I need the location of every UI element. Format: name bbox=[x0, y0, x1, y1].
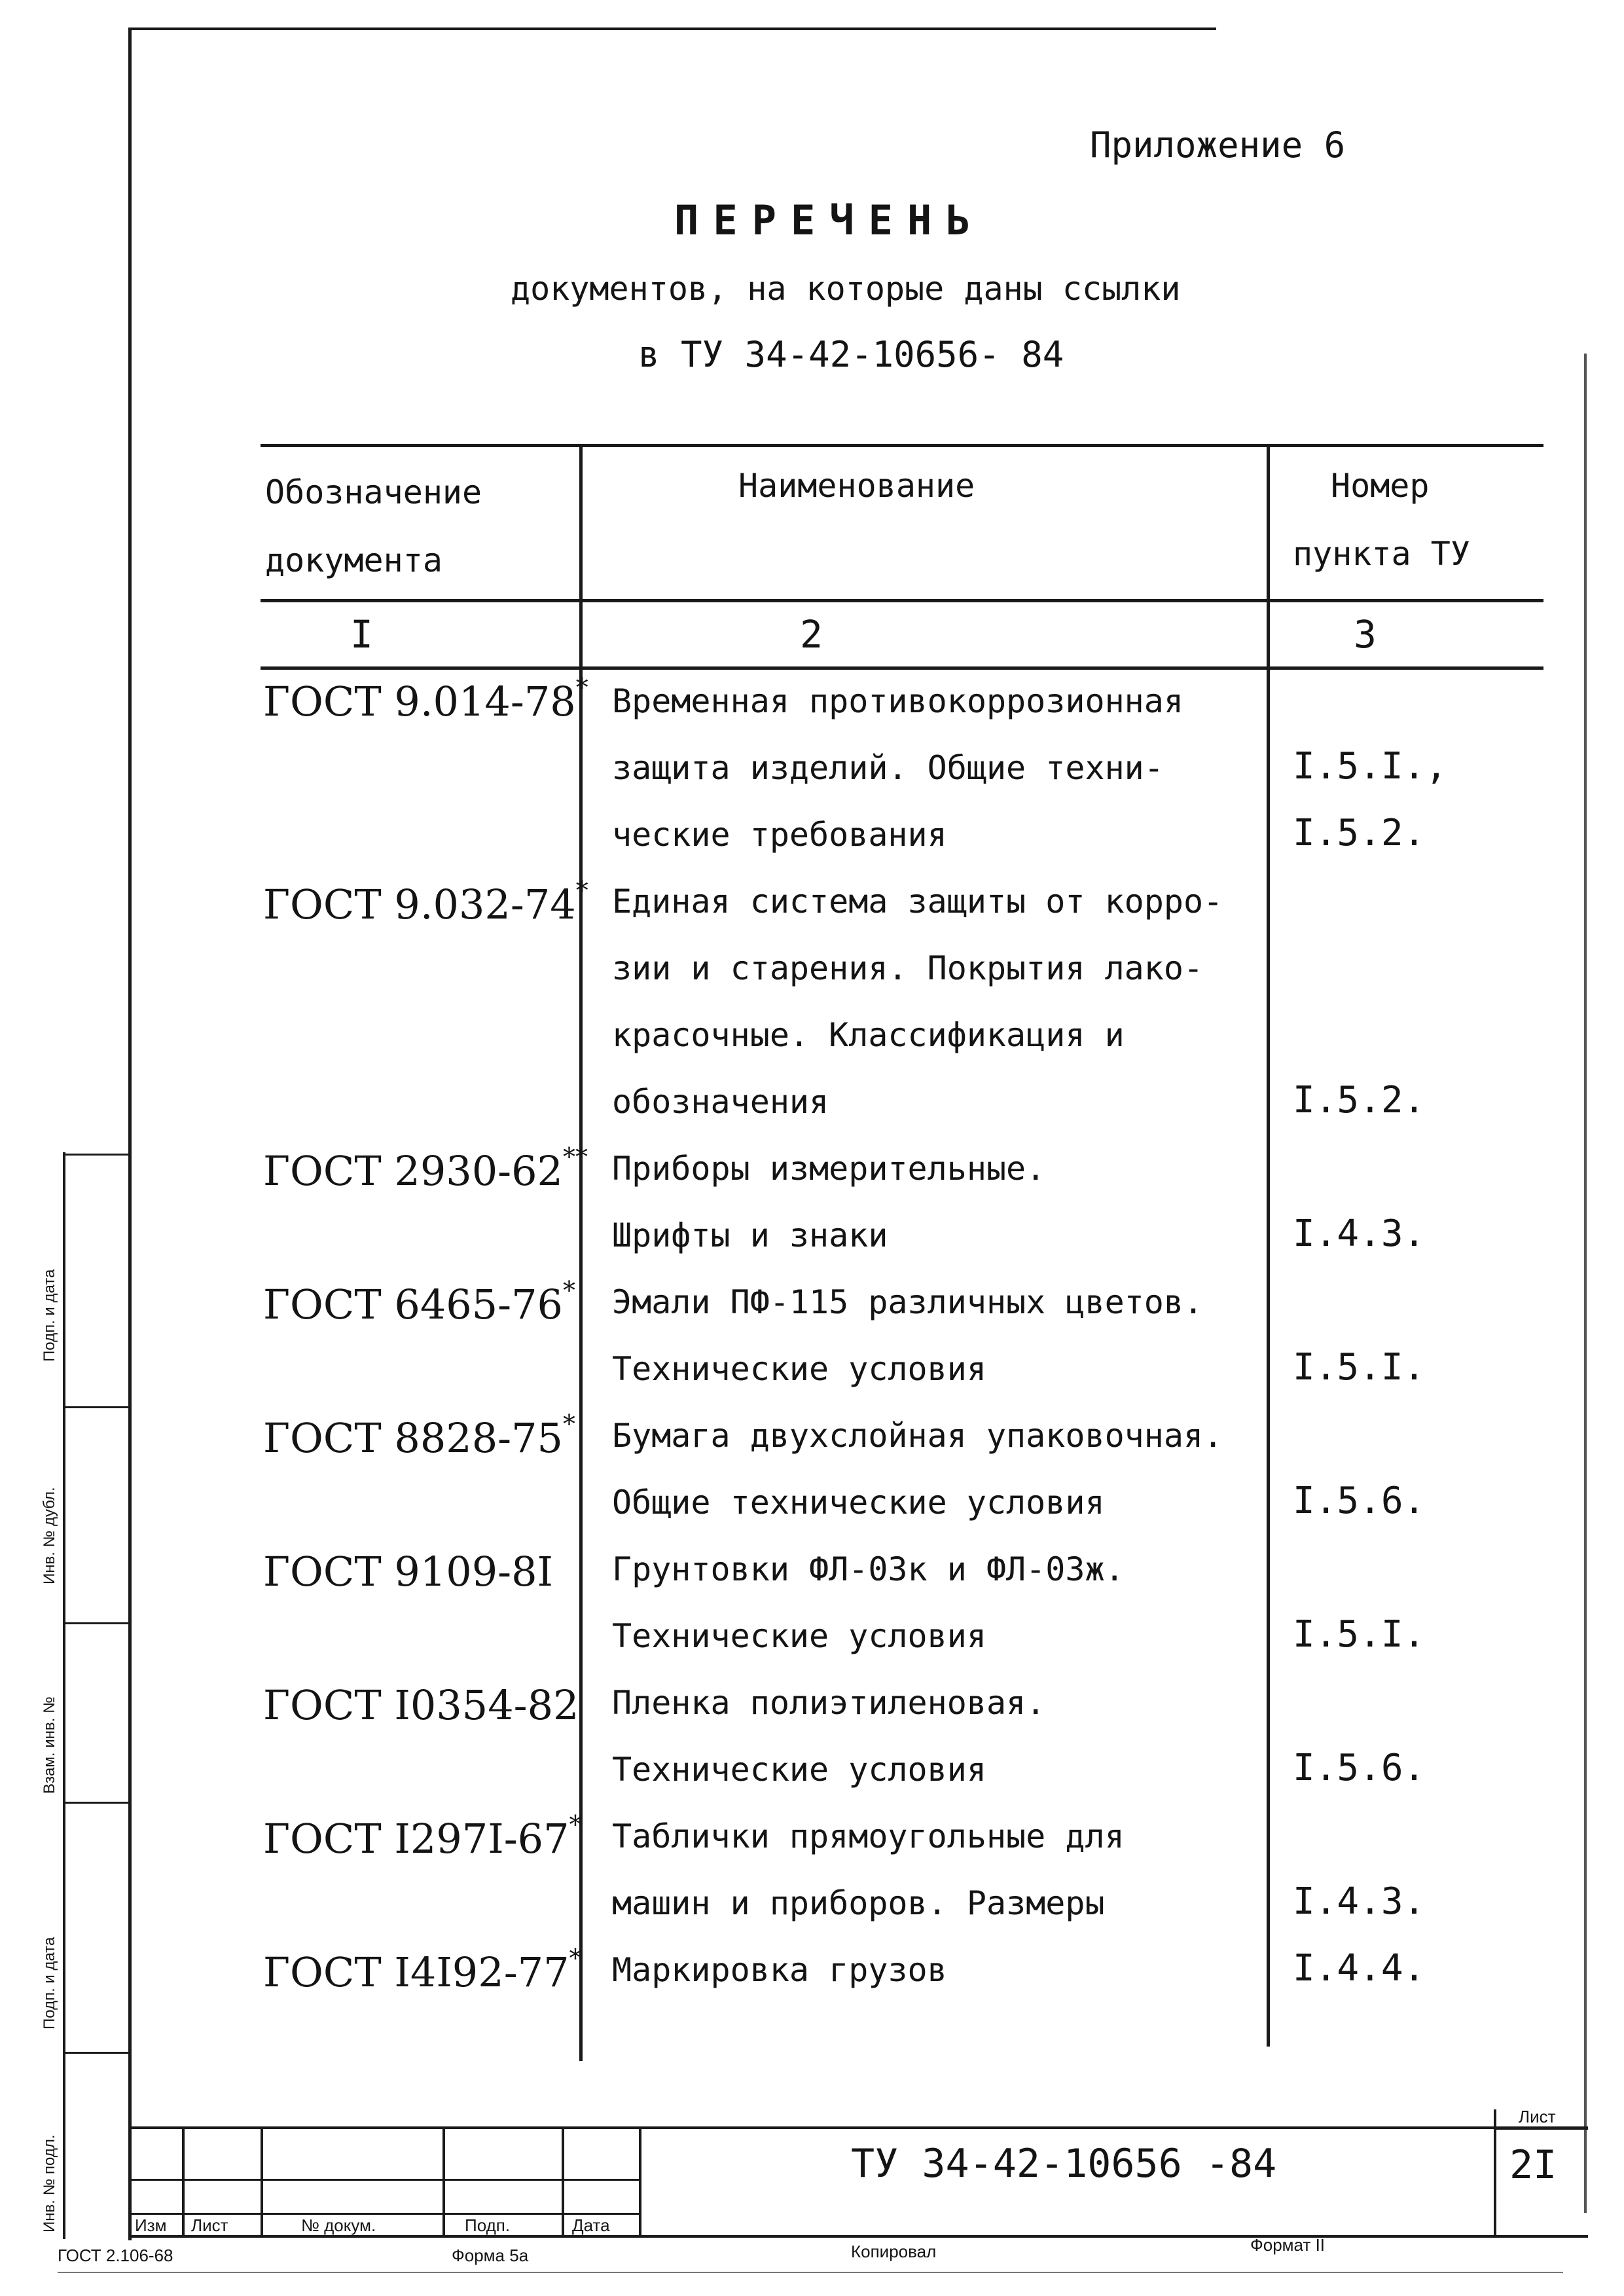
side-label-sign-date-1: Подп. и дата bbox=[41, 1269, 58, 1362]
row-code-mark: * bbox=[569, 1810, 582, 1840]
table-col-sep-2 bbox=[1267, 444, 1270, 2047]
stamp-col-date: Дата bbox=[572, 2215, 610, 2235]
row-code-text: ГОСТ I4I92-77 bbox=[263, 1948, 569, 1996]
table-row-name-line: Временная противокоррозионная bbox=[612, 682, 1183, 720]
footer-copied: Копировал bbox=[851, 2242, 937, 2261]
side-strip-inner-line bbox=[63, 1152, 65, 2239]
table-row-clause: I.5.6. bbox=[1293, 1747, 1426, 1789]
row-code-text: ГОСТ 2930-62 bbox=[263, 1147, 564, 1195]
stamp-document-number: ТУ 34-42-10656 -84 bbox=[851, 2141, 1277, 2187]
table-row-clause: I.5.I. bbox=[1293, 1613, 1426, 1656]
row-code-text: ГОСТ 9.014-78 bbox=[263, 678, 576, 725]
table-row-clause: I.5.6. bbox=[1293, 1480, 1426, 1522]
document-subtitle-2: в ТУ 34-42-10656- 84 bbox=[638, 334, 1064, 375]
table-row-clause: I.5.I., bbox=[1293, 745, 1448, 788]
side-label-orig-inv: Инв. № подл. bbox=[41, 2134, 58, 2232]
frame-top-line bbox=[130, 27, 1216, 30]
table-row-code bbox=[263, 1276, 576, 1328]
table-row-clause: I.5.I. bbox=[1293, 1346, 1426, 1389]
side-strip-sep-2 bbox=[63, 1406, 128, 1408]
table-row-name-line: Общие технические условия bbox=[612, 1484, 1105, 1522]
document-title: ПЕРЕЧЕНЬ bbox=[674, 196, 985, 244]
table-row-clause: I.5.2. bbox=[1293, 1079, 1426, 1121]
row-code-text: ГОСТ I297I-67 bbox=[263, 1815, 569, 1863]
col-header-clause bbox=[1293, 452, 1470, 588]
stamp-col-sep bbox=[442, 2126, 445, 2238]
col-header-clause-l2: пункта ТУ bbox=[1293, 535, 1470, 573]
table-row-name-line: зии и старения. Покрытия лако- bbox=[612, 949, 1204, 987]
row-code-mark: * bbox=[575, 673, 588, 702]
table-row-code bbox=[263, 673, 588, 725]
table-row-name-line: Шрифты и знаки bbox=[612, 1216, 888, 1254]
row-code-text: ГОСТ 9109-8I bbox=[263, 1548, 554, 1595]
table-row-code bbox=[263, 1410, 576, 1462]
row-code-text: ГОСТ 8828-75 bbox=[263, 1414, 564, 1462]
col-header-clause-l1: Номер bbox=[1331, 467, 1430, 505]
row-code-mark: * bbox=[563, 1276, 576, 1305]
stamp-sheet-number: 2I bbox=[1509, 2142, 1557, 2188]
table-row-name-line: Технические условия bbox=[612, 1617, 986, 1655]
col-header-name-l1: Наименование bbox=[738, 467, 975, 505]
col-header-designation bbox=[265, 458, 482, 594]
stamp-sheet-rule bbox=[1494, 2128, 1588, 2130]
stamp-col-sep bbox=[639, 2126, 641, 2238]
table-top-rule bbox=[261, 444, 1543, 447]
stamp-col-sep bbox=[261, 2126, 263, 2238]
table-numbers-rule bbox=[261, 666, 1543, 670]
stamp-col-sep bbox=[562, 2126, 564, 2238]
row-code-mark: ** bbox=[563, 1142, 588, 1172]
stamp-col-sep bbox=[182, 2126, 185, 2238]
col-number-1: I bbox=[350, 612, 373, 657]
table-row-name-line: защита изделий. Общие техни- bbox=[612, 749, 1164, 787]
row-code-mark: * bbox=[563, 1410, 576, 1439]
stamp-top-rule bbox=[130, 2126, 1588, 2129]
stamp-sheet-label: Лист bbox=[1519, 2107, 1556, 2126]
table-row-code bbox=[263, 1944, 582, 1996]
side-label-replace-inv: Взам. инв. № bbox=[41, 1696, 58, 1794]
row-code-mark: * bbox=[569, 1944, 582, 1973]
col-number-2: 2 bbox=[800, 612, 823, 657]
table-row-name-line: Эмали ПФ-115 различных цветов. bbox=[612, 1283, 1204, 1321]
table-row-name-line: Маркировка грузов bbox=[612, 1951, 947, 1989]
table-row-clause: I.5.2. bbox=[1293, 812, 1426, 854]
table-row-name-line: машин и приборов. Размеры bbox=[612, 1884, 1105, 1922]
table-row-name-line: Грунтовки ФЛ-03к и ФЛ-03ж. bbox=[612, 1550, 1125, 1588]
col-header-name bbox=[738, 452, 975, 520]
footer-format: Формат II bbox=[1250, 2235, 1326, 2255]
col-number-3: 3 bbox=[1354, 612, 1377, 657]
appendix-label: Приложение 6 bbox=[1090, 124, 1346, 166]
col-header-designation-l1: Обозначение bbox=[265, 473, 482, 511]
table-row-name-line: Единая система защиты от корро- bbox=[612, 883, 1223, 920]
side-label-sign-date-2: Подп. и дата bbox=[41, 1937, 58, 2030]
row-code-text: ГОСТ 6465-76 bbox=[263, 1281, 564, 1328]
document-subtitle-1: документов, на которые даны ссылки bbox=[511, 270, 1181, 308]
side-strip-sep-1 bbox=[63, 1154, 128, 1156]
table-row-name-line: Приборы измерительные. bbox=[612, 1150, 1046, 1188]
side-strip-sep-3 bbox=[63, 1622, 128, 1624]
side-label-dup-inv: Инв. № дубл. bbox=[41, 1487, 58, 1584]
stamp-col-sheet: Лист bbox=[191, 2215, 228, 2235]
table-header-rule bbox=[261, 599, 1543, 602]
footer-form: Форма 5а bbox=[452, 2246, 529, 2265]
table-row-code bbox=[263, 1142, 588, 1195]
frame-right-line bbox=[1584, 354, 1587, 2213]
row-code-text: ГОСТ I0354-82 bbox=[263, 1681, 579, 1729]
stamp-col-rev: Изм bbox=[135, 2215, 167, 2235]
table-row-name-line: Технические условия bbox=[612, 1350, 986, 1388]
side-strip-sep-5 bbox=[63, 2052, 128, 2054]
table-row-name-line: красочные. Классификация и bbox=[612, 1016, 1125, 1054]
side-strip-sep-4 bbox=[63, 1802, 128, 1804]
table-row-clause: I.4.3. bbox=[1293, 1212, 1426, 1255]
table-row-code bbox=[263, 1548, 553, 1595]
footer-rule bbox=[58, 2272, 1563, 2273]
table-row-name-line: Бумага двухслойная упаковочная. bbox=[612, 1417, 1223, 1455]
table-row-name-line: Таблички прямоугольные для bbox=[612, 1817, 1125, 1855]
row-code-mark: * bbox=[575, 876, 588, 905]
table-row-clause: I.4.4. bbox=[1293, 1947, 1426, 1990]
table-row-name-line: Пленка полиэтиленовая. bbox=[612, 1684, 1046, 1722]
stamp-col-signature: Подп. bbox=[465, 2215, 511, 2235]
table-row-name-line: ческие требования bbox=[612, 816, 947, 854]
frame-left-line bbox=[128, 27, 132, 2240]
row-code-text: ГОСТ 9.032-74 bbox=[263, 881, 576, 928]
footer-standard: ГОСТ 2.106-68 bbox=[58, 2246, 173, 2265]
col-header-designation-l2: документа bbox=[265, 541, 442, 579]
table-row-name-line: обозначения bbox=[612, 1083, 829, 1121]
stamp-col-doc-no: № докум. bbox=[301, 2215, 376, 2235]
table-row-code bbox=[263, 1810, 582, 1863]
table-row-clause: I.4.3. bbox=[1293, 1880, 1426, 1923]
table-row-code bbox=[263, 876, 588, 928]
table-row-code bbox=[263, 1681, 579, 1729]
table-row-name-line: Технические условия bbox=[612, 1751, 986, 1789]
